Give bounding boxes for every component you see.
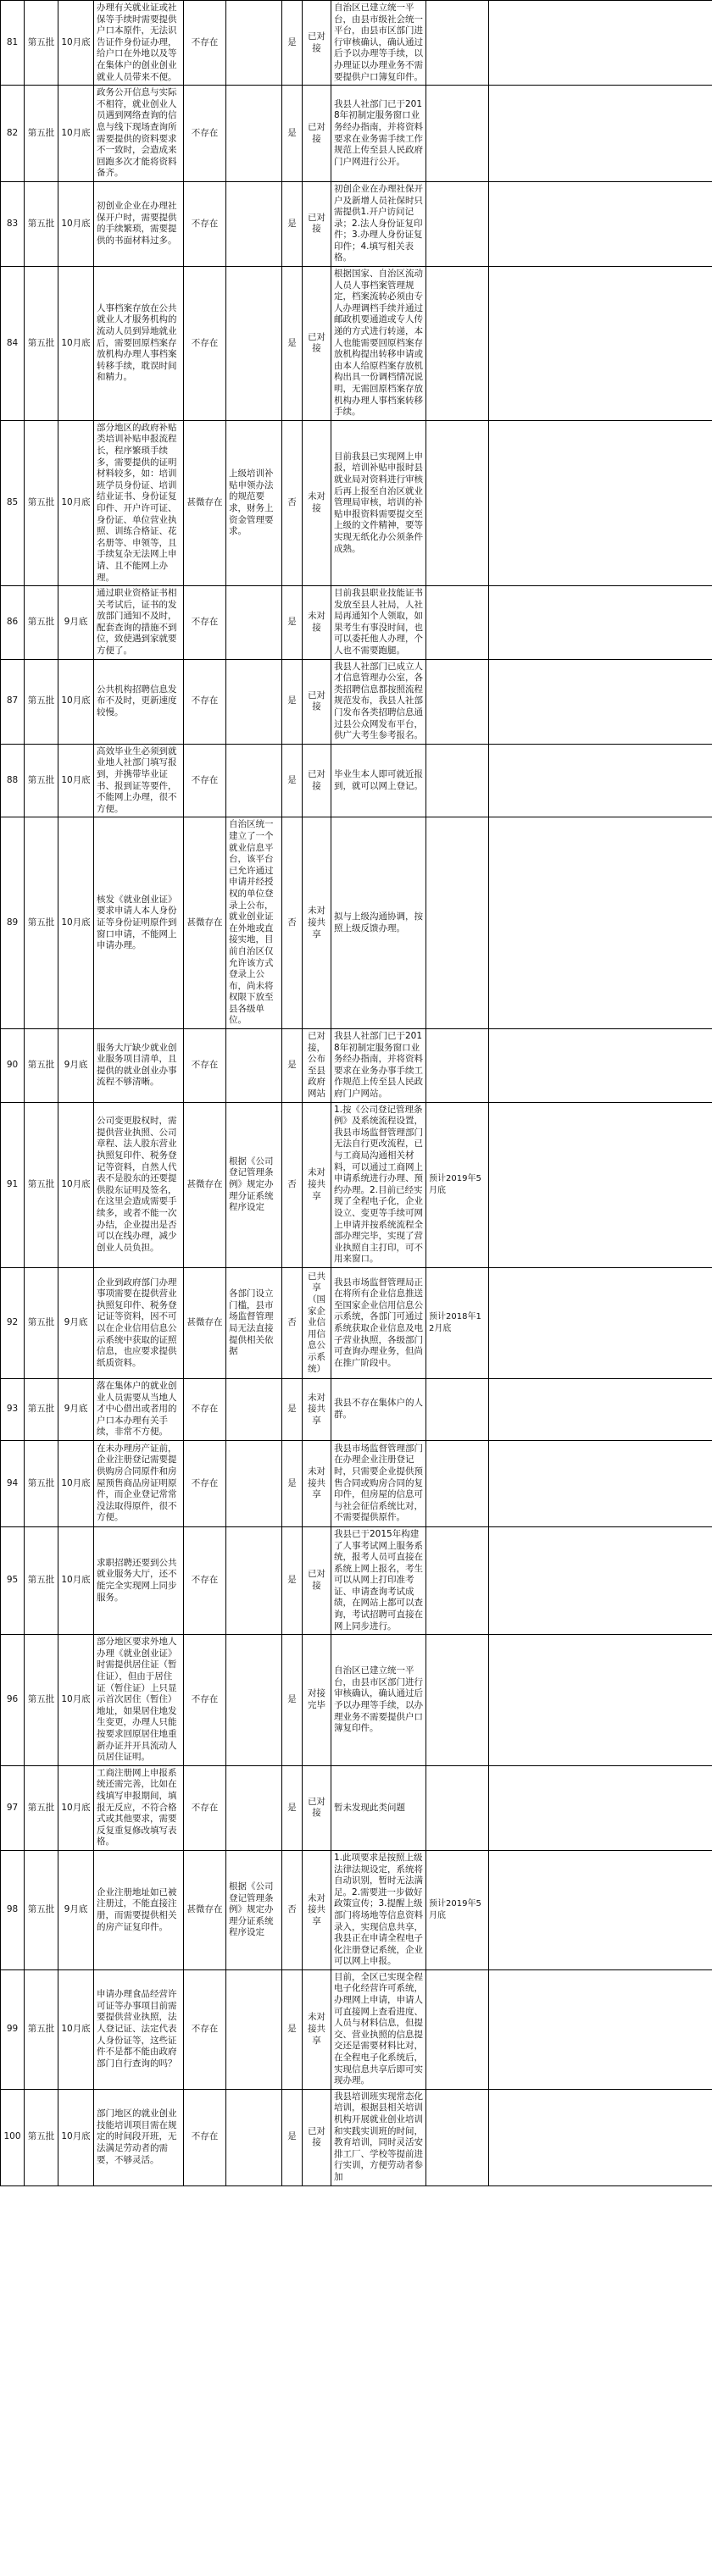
row-number: 83 bbox=[1, 181, 25, 266]
deadline-cell: 10月底 bbox=[58, 1969, 94, 2089]
blank-cell bbox=[489, 1029, 712, 1103]
row-number: 96 bbox=[1, 1635, 25, 1766]
blank-cell bbox=[489, 1850, 712, 1969]
modify-needed-cell: 是 bbox=[282, 2089, 303, 2185]
plan-cell: 目前我县已实现网上申报，培训补贴申报时县就业局对资料进行审核后再上报至自治区就业管理局审核，培训的补贴申报资料需要提交至上级的文件精神，要等实现无纸化办公须条件成熟。 bbox=[331, 420, 426, 585]
plan-cell: 我县培训班实现常态化培训，根据县相关培训机构开展就业创业培训和实践实训班的时间，教育培训，同时灵活安排工厂、学校等提前进行实训，方便劳动者参加 bbox=[331, 2089, 426, 2185]
legal-basis-cell: 不存在 bbox=[184, 1378, 226, 1440]
legal-basis-cell: 不存在 bbox=[184, 1, 226, 86]
legal-basis-cell: 不存在 bbox=[184, 744, 226, 817]
time-cell bbox=[426, 744, 489, 817]
legal-basis-cell: 甚微存在 bbox=[184, 1267, 226, 1378]
plan-cell: 我县已于2015年构建了人事考试网上服务系统，报考人员可直接在系统上网上报名，考生可以从网上打印准考证、申请查询考试成绩，在网站上都可以查询，考试招聘可直接在网上同步进行。 bbox=[331, 1526, 426, 1634]
problem-cell: 政务公开信息与实际不相符，就业创业人员遇到网络查询的信息与线下现场查询所需要提供的资料要求不一致时，会造成来回跑多次才能将资料备齐。 bbox=[94, 86, 184, 182]
table-row bbox=[1, 1765, 712, 1850]
deadline-cell: 9月底 bbox=[58, 1378, 94, 1440]
problem-cell: 在未办理房产证前，企业注册登记需要提供购房合同原件和房屋预售商品房证明原件，而企业登记常常没法取得原件，很不方便。 bbox=[94, 1440, 184, 1526]
modify-needed-cell: 否 bbox=[282, 1850, 303, 1969]
basis-detail-cell bbox=[226, 2089, 282, 2185]
time-cell: 预计2019年5月底 bbox=[426, 1102, 489, 1267]
basis-detail-cell: 上级培训补贴申领办法的规范要求，财务上资金管理要求。 bbox=[226, 420, 282, 585]
batch-cell: 第五批 bbox=[25, 1378, 58, 1440]
status-cell: 已对接 bbox=[303, 2089, 331, 2185]
time-cell bbox=[426, 1, 489, 86]
problem-cell: 求职招聘还要到公共就业服务大厅，还不能完全实现网上同步服务。 bbox=[94, 1526, 184, 1634]
legal-basis-cell: 不存在 bbox=[184, 181, 226, 266]
problem-cell: 企业到政府部门办理事项需要在提供营业执照复印件、税务登记证等资料，因不可以在企业信用信息公示系统中获取的证照信息，也应要求提供纸质资料。 bbox=[94, 1267, 184, 1378]
status-cell: 已对接 bbox=[303, 267, 331, 421]
status-cell: 未对接 bbox=[303, 586, 331, 660]
legal-basis-cell: 不存在 bbox=[184, 86, 226, 182]
time-cell bbox=[426, 181, 489, 266]
basis-detail-cell bbox=[226, 181, 282, 266]
problem-cell: 公共机构招聘信息发布不及时，更新速度较慢。 bbox=[94, 659, 184, 744]
time-cell bbox=[426, 659, 489, 744]
time-cell bbox=[426, 267, 489, 421]
modify-needed-cell: 是 bbox=[282, 1440, 303, 1526]
legal-basis-cell: 不存在 bbox=[184, 1526, 226, 1634]
legal-basis-cell: 不存在 bbox=[184, 1969, 226, 2089]
blank-cell bbox=[489, 744, 712, 817]
basis-detail-cell bbox=[226, 1765, 282, 1850]
blank-cell bbox=[489, 817, 712, 1029]
problem-cell: 工商注册网上申报系统还需完善，比如在线填写申报期间，填报无反应，不符合格式或其他要求，需要反复重复修改填写表格。 bbox=[94, 1765, 184, 1850]
table-row bbox=[1, 181, 712, 266]
row-number: 84 bbox=[1, 267, 25, 421]
blank-cell bbox=[489, 1526, 712, 1634]
modify-needed-cell: 是 bbox=[282, 1, 303, 86]
time-cell bbox=[426, 817, 489, 1029]
blank-cell bbox=[489, 267, 712, 421]
row-number: 91 bbox=[1, 1102, 25, 1267]
row-number: 97 bbox=[1, 1765, 25, 1850]
deadline-cell: 10月底 bbox=[58, 1526, 94, 1634]
deadline-cell: 10月底 bbox=[58, 267, 94, 421]
deadline-cell: 10月底 bbox=[58, 420, 94, 585]
legal-basis-cell: 不存在 bbox=[184, 267, 226, 421]
legal-basis-cell: 不存在 bbox=[184, 1029, 226, 1103]
row-number: 100 bbox=[1, 2089, 25, 2185]
deadline-cell: 10月底 bbox=[58, 659, 94, 744]
table-row bbox=[1, 1526, 712, 1634]
blank-cell bbox=[489, 586, 712, 660]
basis-detail-cell bbox=[226, 1440, 282, 1526]
blank-cell bbox=[489, 659, 712, 744]
status-cell: 已对接 bbox=[303, 86, 331, 182]
basis-detail-cell: 自治区统一建立了一个就业信息平台，该平台已允许通过申请并经授权的单位登录上公布，就业创业证在外地或直接实地，目前自治区仅允许该方式登录上公布，尚未将权限下放至县各级单位。 bbox=[226, 817, 282, 1029]
batch-cell: 第五批 bbox=[25, 2089, 58, 2185]
time-cell bbox=[426, 1029, 489, 1103]
legal-basis-cell: 不存在 bbox=[184, 586, 226, 660]
blank-cell bbox=[489, 2089, 712, 2185]
batch-cell: 第五批 bbox=[25, 586, 58, 660]
problem-cell: 落在集体户的就业创业人员需要从当地人才中心借出或者用的户口本办理有关手续，非常不方便。 bbox=[94, 1378, 184, 1440]
legal-basis-cell: 甚微存在 bbox=[184, 817, 226, 1029]
table-row bbox=[1, 817, 712, 1029]
batch-cell: 第五批 bbox=[25, 1267, 58, 1378]
row-number: 89 bbox=[1, 817, 25, 1029]
row-number: 87 bbox=[1, 659, 25, 744]
table-row bbox=[1, 267, 712, 421]
table-row bbox=[1, 1102, 712, 1267]
basis-detail-cell: 各部门设立门槛，县市场监督管理局无法直接提供相关依据 bbox=[226, 1267, 282, 1378]
batch-cell: 第五批 bbox=[25, 1635, 58, 1766]
modify-needed-cell: 是 bbox=[282, 86, 303, 182]
row-number: 98 bbox=[1, 1850, 25, 1969]
modify-needed-cell: 是 bbox=[282, 1029, 303, 1103]
plan-cell: 我县市场监督管理部门在办理企业注册登记时，只需要企业提供预售合同或购房合同的复印件，但房屋的信息可与社会征信系统比对，不需要提供原件。 bbox=[331, 1440, 426, 1526]
basis-detail-cell: 根据《公司登记管理条例》规定办理分证系统程序设定 bbox=[226, 1850, 282, 1969]
table-row bbox=[1, 1850, 712, 1969]
batch-cell: 第五批 bbox=[25, 1102, 58, 1267]
modify-needed-cell: 否 bbox=[282, 1102, 303, 1267]
problem-cell: 部分地区的政府补贴类培训补贴申报流程长，程序繁琐手续多，需要提供的证明材料较多，如：培训班学员身份证、培训结业证书、身份证复印件、开户许可证、身份证、单位营业执照、训练合格证、花名册等、申领等，且手续复杂无法网上申请、且不能网上办理。 bbox=[94, 420, 184, 585]
batch-cell: 第五批 bbox=[25, 1765, 58, 1850]
time-cell bbox=[426, 1765, 489, 1850]
time-cell bbox=[426, 420, 489, 585]
deadline-cell: 10月底 bbox=[58, 2089, 94, 2185]
plan-cell: 暂未发现此类问题 bbox=[331, 1765, 426, 1850]
batch-cell: 第五批 bbox=[25, 1029, 58, 1103]
modify-needed-cell: 是 bbox=[282, 659, 303, 744]
plan-cell: 我县人社部门已于2018年初制定服务窗口业务经办指南，并将资料要求在业务需手续工作规范上传至县人民政府门户网进行公开。 bbox=[331, 86, 426, 182]
basis-detail-cell: 根据《公司登记管理条例》规定办理分证系统程序设定 bbox=[226, 1102, 282, 1267]
problem-cell: 公司变更股权时，需提供营业执照、公司章程、法人股东营业执照复印件、税务登记等资料，自然人代表不是股东的还要提供股东证明及签名，在这里会造成需要手续多，或者不能一次办结，企业提出是否可以在线办理，减少创业人员负担。 bbox=[94, 1102, 184, 1267]
problem-cell: 高效毕业生必须到就业地人社部门填写报到，并携带毕业证书、报到证等要件，不能网上办理，很不方便。 bbox=[94, 744, 184, 817]
batch-cell: 第五批 bbox=[25, 1, 58, 86]
row-number: 88 bbox=[1, 744, 25, 817]
batch-cell: 第五批 bbox=[25, 744, 58, 817]
blank-cell bbox=[489, 420, 712, 585]
deadline-cell: 10月底 bbox=[58, 1765, 94, 1850]
row-number: 94 bbox=[1, 1440, 25, 1526]
batch-cell: 第五批 bbox=[25, 267, 58, 421]
basis-detail-cell bbox=[226, 659, 282, 744]
basis-detail-cell bbox=[226, 1378, 282, 1440]
modify-needed-cell: 否 bbox=[282, 1267, 303, 1378]
row-number: 95 bbox=[1, 1526, 25, 1634]
time-cell bbox=[426, 1969, 489, 2089]
batch-cell: 第五批 bbox=[25, 659, 58, 744]
basis-detail-cell bbox=[226, 1526, 282, 1634]
batch-cell: 第五批 bbox=[25, 1526, 58, 1634]
time-cell bbox=[426, 1378, 489, 1440]
modify-needed-cell: 是 bbox=[282, 586, 303, 660]
basis-detail-cell bbox=[226, 86, 282, 182]
table-row bbox=[1, 1, 712, 86]
plan-cell: 我县不存在集体户的人群。 bbox=[331, 1378, 426, 1440]
plan-cell: 根据国家、自治区流动人员人事档案管理规定，档案流转必须由专人办理调档手续并通过邮政机要通道或专人传递的方式进行转递，本人也能需要回原档案存放机构提出转移申请或由本人给原档案存放机构出具一份调档情况说明，无需回原档案存放机构办理人事档案转移手续。 bbox=[331, 267, 426, 421]
time-cell bbox=[426, 86, 489, 182]
plan-cell: 我县人社部门已于2018年初制定服务窗口业务经办指南，并将资料要求在业务办事手续工作规范上传至县人民政府门户网站。 bbox=[331, 1029, 426, 1103]
row-number: 82 bbox=[1, 86, 25, 182]
row-number: 99 bbox=[1, 1969, 25, 2089]
plan-cell: 自治区已建立统一平台，由县市级社会统一平台，由县市区部门进行审核确认，确认通过后予以办理等手续，以办理证以办理业务不需要提供户口簿复印件。 bbox=[331, 1, 426, 86]
modify-needed-cell: 否 bbox=[282, 420, 303, 585]
legal-basis-cell: 不存在 bbox=[184, 2089, 226, 2185]
blank-cell bbox=[489, 1378, 712, 1440]
problem-cell: 部分地区要求外地人办理《就业创业证》时需提供居住证（暂住证），但由于居住证（暂住证）上只显示首次居住（暂住）地址，如果居住地发生变更，办理人只能按要求回原居住地重新办证并开具流动人员居住证明。 bbox=[94, 1635, 184, 1766]
blank-cell bbox=[489, 1765, 712, 1850]
plan-cell: 1.此项要求是按照上级法律法规设定，系统将自动识别，暂时无法满足。2.需要进一步做好政策宣传；3.提醒上级部门将场地等信息资料录入，实现信息共享，我县正在申请全程电子化注册登记系统，企业可以网上申报。 bbox=[331, 1850, 426, 1969]
blank-cell bbox=[489, 86, 712, 182]
legal-basis-cell: 不存在 bbox=[184, 659, 226, 744]
status-cell: 已对接 bbox=[303, 181, 331, 266]
problem-cell: 人事档案存放在公共就业人才服务机构的流动人员到异地就业后，需要回原档案存放机构办理人事档案转移手续，耽误时间和精力。 bbox=[94, 267, 184, 421]
status-cell: 已对接 bbox=[303, 744, 331, 817]
deadline-cell: 9月底 bbox=[58, 1267, 94, 1378]
blank-cell bbox=[489, 181, 712, 266]
deadline-cell: 10月底 bbox=[58, 817, 94, 1029]
row-number: 90 bbox=[1, 1029, 25, 1103]
modify-needed-cell: 是 bbox=[282, 1526, 303, 1634]
time-cell: 预计2019年5月底 bbox=[426, 1850, 489, 1969]
basis-detail-cell bbox=[226, 1, 282, 86]
plan-cell: 初创企业在办理社保开户及新增人员社保时只需提供1.开户访问记录；2.法人身份证复印件；3.办理人身份证复印件；4.填写相关表格。 bbox=[331, 181, 426, 266]
table-row bbox=[1, 1029, 712, 1103]
table-row bbox=[1, 744, 712, 817]
deadline-cell: 9月底 bbox=[58, 586, 94, 660]
problem-cell: 部门地区的就业创业技能培训项目需在规定的时间段开班，无法满足劳动者的需要，不够灵活。 bbox=[94, 2089, 184, 2185]
status-cell: 未对接 bbox=[303, 420, 331, 585]
time-cell bbox=[426, 1635, 489, 1766]
status-cell: 已对接 bbox=[303, 1765, 331, 1850]
legal-basis-cell: 甚微存在 bbox=[184, 1102, 226, 1267]
batch-cell: 第五批 bbox=[25, 181, 58, 266]
table-row bbox=[1, 586, 712, 660]
status-cell: 未对接共享 bbox=[303, 1378, 331, 1440]
table-row bbox=[1, 659, 712, 744]
basis-detail-cell bbox=[226, 1635, 282, 1766]
status-cell: 未对接共享 bbox=[303, 1850, 331, 1969]
modify-needed-cell: 是 bbox=[282, 1635, 303, 1766]
batch-cell: 第五批 bbox=[25, 1440, 58, 1526]
deadline-cell: 9月底 bbox=[58, 1029, 94, 1103]
plan-cell: 自治区已建立统一平台，由县市区部门进行审核确认，确认通过后予以办理等手续，以办理业务不需要提供户口簿复印件。 bbox=[331, 1635, 426, 1766]
table-row bbox=[1, 86, 712, 182]
deadline-cell: 10月底 bbox=[58, 1635, 94, 1766]
table-row bbox=[1, 420, 712, 585]
modify-needed-cell: 是 bbox=[282, 744, 303, 817]
table-row bbox=[1, 1440, 712, 1526]
batch-cell: 第五批 bbox=[25, 420, 58, 585]
modify-needed-cell: 否 bbox=[282, 817, 303, 1029]
status-cell: 未对接共享 bbox=[303, 1440, 331, 1526]
row-number: 86 bbox=[1, 586, 25, 660]
plan-cell: 1.按《公司登记管理条例》及系统流程设置，我县市场监督管理部门无法自行更改流程，已与工商局沟通相关材料，可以通过工商网上申请系统进行办理、预约办理。2.目前已经实现了全程电子化，企业设立、变更等手续可网上申请并按系统流程全部办理完毕，实现了营业执照自主打印，可不用来窗口。 bbox=[331, 1102, 426, 1267]
deadline-cell: 9月底 bbox=[58, 1850, 94, 1969]
table-row bbox=[1, 2089, 712, 2185]
table-row bbox=[1, 1378, 712, 1440]
status-cell: 已共享（国家企业信用信息公示系统） bbox=[303, 1267, 331, 1378]
basis-detail-cell bbox=[226, 1969, 282, 2089]
blank-cell bbox=[489, 1, 712, 86]
problem-cell: 申请办理食品经营许可证等办事项目前需要提供营业执照，法人登记证、法定代表人身份证等，这些证件不是都不能由政府部门自行查询的吗？ bbox=[94, 1969, 184, 2089]
basis-detail-cell bbox=[226, 1029, 282, 1103]
row-number: 85 bbox=[1, 420, 25, 585]
plan-cell: 我县人社部门已成立人才信息管理办公室，各类招聘信息都按照流程规范发布，我县人社部门发布各类招聘信息通过县公众网发布平台，供广大考生参考报名。 bbox=[331, 659, 426, 744]
table-row bbox=[1, 1267, 712, 1378]
plan-cell: 拟与上级沟通协调，按照上级反馈办理。 bbox=[331, 817, 426, 1029]
plan-cell: 目前，全区已实现全程电子化经营许可系统，办理网上申请，申请人可直接网上查看进度、人员与材料信息，但提交、营业执照的信息提交还是需要材料比对，在全程电子化系统后，实现信息共享后即可实现办理。 bbox=[331, 1969, 426, 2089]
problem-cell: 办理有关就业证或社保等手续时需要提供户口本原件，无法识告证件身份证办理，给户口在外地以及等在集体户的创业创业就业人员带来不便。 bbox=[94, 1, 184, 86]
status-cell: 已对接，公布至县政府网站 bbox=[303, 1029, 331, 1103]
row-number: 93 bbox=[1, 1378, 25, 1440]
deadline-cell: 10月底 bbox=[58, 86, 94, 182]
time-cell bbox=[426, 586, 489, 660]
modify-needed-cell: 是 bbox=[282, 1969, 303, 2089]
modify-needed-cell: 是 bbox=[282, 1765, 303, 1850]
problem-cell: 服务大厅缺少就业创业服务项目清单，且提供的就业创业办事流程不够清晰。 bbox=[94, 1029, 184, 1103]
problem-cell: 企业注册地址如已被注册过，不能直接注册，而需要提供相关的房产证复印件。 bbox=[94, 1850, 184, 1969]
legal-basis-cell: 甚微存在 bbox=[184, 420, 226, 585]
status-cell: 未对接共享 bbox=[303, 1102, 331, 1267]
deadline-cell: 10月底 bbox=[58, 181, 94, 266]
basis-detail-cell bbox=[226, 586, 282, 660]
blank-cell bbox=[489, 1440, 712, 1526]
modify-needed-cell: 是 bbox=[282, 1378, 303, 1440]
legal-basis-cell: 不存在 bbox=[184, 1635, 226, 1766]
table-row bbox=[1, 1635, 712, 1766]
legal-basis-cell: 甚微存在 bbox=[184, 1850, 226, 1969]
modify-needed-cell: 是 bbox=[282, 267, 303, 421]
status-cell: 未对接共享 bbox=[303, 817, 331, 1029]
basis-detail-cell bbox=[226, 267, 282, 421]
plan-cell: 我县市场监督管理局正在将所有企业信息推送至国家企业信用信息公示系统，各部门可通过系统获取企业信息及电子营业执照，各级部门可查询办理业务，但尚在推广阶段中。 bbox=[331, 1267, 426, 1378]
status-cell: 已对接 bbox=[303, 1, 331, 86]
batch-cell: 第五批 bbox=[25, 1969, 58, 2089]
plan-cell: 毕业生本人即可就近报到，就可以网上登记。 bbox=[331, 744, 426, 817]
status-cell: 对接完毕 bbox=[303, 1635, 331, 1766]
modify-needed-cell: 是 bbox=[282, 181, 303, 266]
status-cell: 已对接 bbox=[303, 659, 331, 744]
legal-basis-cell: 不存在 bbox=[184, 1765, 226, 1850]
time-cell bbox=[426, 2089, 489, 2185]
deadline-cell: 10月底 bbox=[58, 1102, 94, 1267]
deadline-cell: 10月底 bbox=[58, 744, 94, 817]
status-cell: 已对接 bbox=[303, 1526, 331, 1634]
blank-cell bbox=[489, 1635, 712, 1766]
legal-basis-cell: 不存在 bbox=[184, 1440, 226, 1526]
deadline-cell: 10月底 bbox=[58, 1440, 94, 1526]
blank-cell bbox=[489, 1267, 712, 1378]
row-number: 81 bbox=[1, 1, 25, 86]
batch-cell: 第五批 bbox=[25, 817, 58, 1029]
blank-cell bbox=[489, 1102, 712, 1267]
time-cell: 预计2018年12月底 bbox=[426, 1267, 489, 1378]
time-cell bbox=[426, 1440, 489, 1526]
blank-cell bbox=[489, 1969, 712, 2089]
batch-cell: 第五批 bbox=[25, 86, 58, 182]
plan-cell: 目前我县职业技能证书发放至县人社局，人社局再通知个人领取，如果考生有事没时间，也可以委托他人办理，个人也不需要跑腿。 bbox=[331, 586, 426, 660]
time-cell bbox=[426, 1526, 489, 1634]
table-row bbox=[1, 1969, 712, 2089]
problem-cell: 初创业企业在办理社保开户时，需要提供的手续繁琐，需要提供的书面材料过多。 bbox=[94, 181, 184, 266]
status-cell: 未对接共享 bbox=[303, 1969, 331, 2089]
batch-cell: 第五批 bbox=[25, 1850, 58, 1969]
basis-detail-cell bbox=[226, 744, 282, 817]
problem-cell: 通过职业资格证书相关考试后，证书的发放部门通知不及时，配套查询的措施不到位，致使遇到家就要方便了。 bbox=[94, 586, 184, 660]
deadline-cell: 10月底 bbox=[58, 1, 94, 86]
problem-cell: 核发《就业创业证》要求申请人本人身份证等身份证明原件到窗口申请，不能网上申请办理。 bbox=[94, 817, 184, 1029]
row-number: 92 bbox=[1, 1267, 25, 1378]
